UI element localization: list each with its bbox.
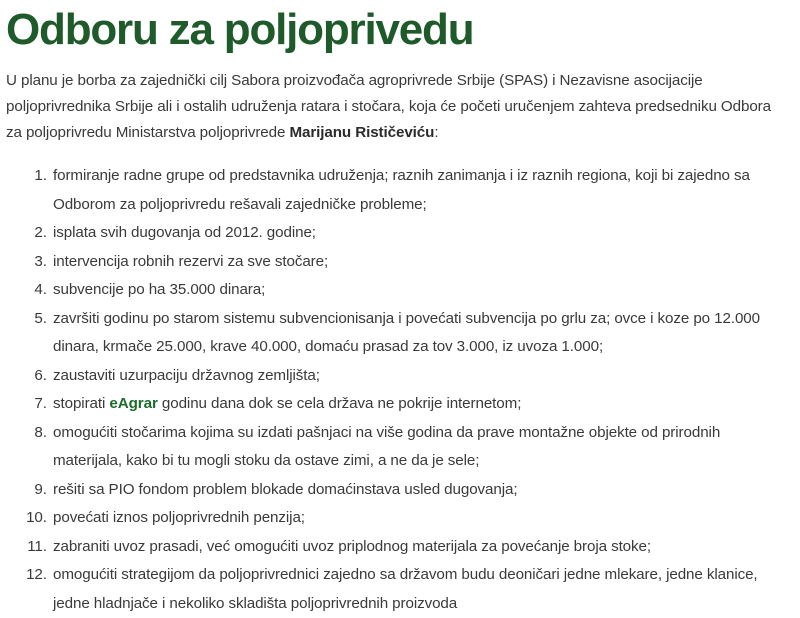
list-item-text: stopirati [53,395,110,412]
list-item [51,390,786,419]
article-title: Odboru za poljoprivedu [6,5,474,54]
list-item: 9. rešiti sa PIO fondom problem blokade domaćinstava usled dugovanja; [51,476,786,505]
intro-end: : [434,124,439,141]
list-item: 11. zabraniti uvoz prasadi, već omogućiti uvoz priplodnog materijala za povećanje broja stoke; [51,533,786,562]
list-item-text: godinu dana dok se cela država ne pokrije internetom; [157,395,522,412]
intro-bold-name: Marijanu Rističeviću [289,124,435,141]
list-item: 6. zaustaviti uzurpaciju državnog zemljišta; [51,362,786,391]
list-item: 4. subvencije po ha 35.000 dinara; [51,276,786,305]
list-item: 10. povećati iznos poljoprivrednih penzija; [51,504,786,533]
list-item: 2. isplata svih dugovanja od 2012. godine; [51,219,786,248]
list-item: 5. završiti godinu po starom sistemu subvencionisanja i povećati subvencija po grlu za; ovce i koze po 12.000 dinara, krmače 25.000, krave 40.000, domaću prasad za tov 3.000, iz uvoza 1.000; [51,305,786,362]
demands-list [6,162,786,618]
list-item: 8. omogućiti stočarima kojima su izdati pašnjaci na više godina da prave montažne objekte od prirodnih materijala, kako bi tu mogli stoku da ostave zimi, a ne da je sele; [51,419,786,476]
intro-paragraph [6,68,786,146]
eagrar-link[interactable]: eAgrar [109,395,158,412]
list-item: 12. omogućiti strategijom da poljoprivrednici zajedno sa državom budu deoničari jedne mlekare, jedne klanice, jedne hladnjače i nekoliko skladišta poljoprivrednih proizvoda [51,561,786,618]
list-item: 1. formiranje radne grupe od predstavnika udruženja; raznih zanimanja i iz raznih regiona, koji bi zajedno sa Odborom za poljoprivredu rešavali zajedničke probleme; [51,162,786,219]
list-item: 3. intervencija robnih rezervi za sve stočare; [51,248,786,277]
intro-text: U planu je borba za zajednički cilj Sabora proizvođača agroprivrede Srbije (SPAS) i Nezavisne asocijacije poljoprivrednika Srbije ali i ostalih udruženja ratara i stočara, koja će početi uručenjem zahteva predsedniku Odbora za poljoprivredu Ministarstva poljoprivrede [6,72,771,141]
